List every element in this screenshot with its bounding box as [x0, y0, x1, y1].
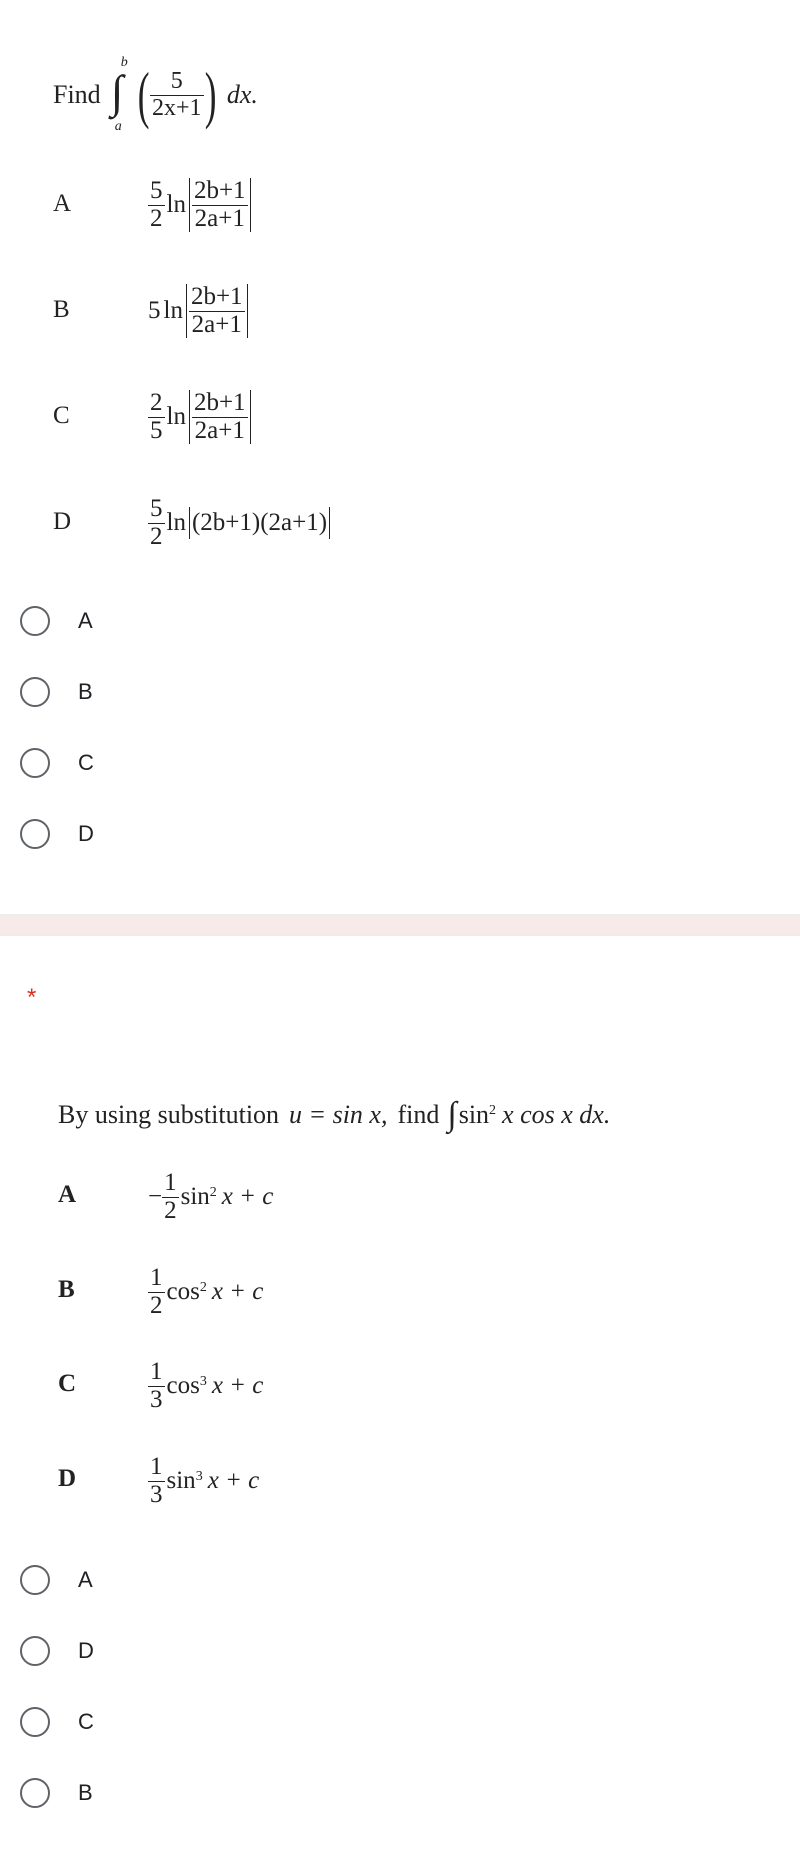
inner-num: 2b+1 — [193, 389, 246, 417]
integral-upper-limit: b — [120, 55, 128, 70]
radio-button[interactable] — [20, 1778, 50, 1808]
q1-choice-d-expr — [148, 488, 330, 558]
integral-symbol: ∫ — [110, 66, 124, 117]
q2-integral-symbol: ∫ — [447, 1096, 457, 1133]
inner-den: 2a+1 — [189, 311, 245, 338]
q1-find-text: Find — [53, 80, 101, 109]
q2-choice-a-letter: A — [58, 1181, 77, 1208]
q2-option-b[interactable] — [20, 1773, 93, 1813]
q1-option-a[interactable] — [20, 601, 93, 641]
trig-fn: cos — [166, 1372, 200, 1399]
q2-choice-b-expr — [148, 1257, 263, 1327]
coef-num: 1 — [164, 1169, 177, 1197]
q2-stem-sub: u = sin x, — [289, 1100, 388, 1129]
coef-num: 5 — [150, 495, 163, 523]
coef-den: 2 — [164, 1196, 177, 1224]
power: 3 — [199, 1374, 207, 1389]
coef-num: 1 — [150, 1453, 163, 1481]
coef-num: 1 — [150, 1358, 163, 1386]
coef-fraction — [148, 1359, 165, 1413]
q2-option-a[interactable] — [20, 1560, 93, 1600]
left-paren: ( — [137, 59, 150, 130]
trig-fn: sin — [180, 1183, 210, 1210]
q1-choice-b-letter: B — [53, 296, 70, 323]
ln-fn: ln — [166, 191, 186, 218]
option-label: B — [78, 679, 93, 704]
coef-num: 2 — [150, 389, 163, 417]
q1-option-b[interactable] — [20, 672, 93, 712]
q2-choice-d-letter: D — [58, 1465, 77, 1492]
integral-sign — [111, 55, 133, 135]
right-paren: ) — [204, 59, 217, 130]
coef-den: 3 — [150, 1385, 163, 1413]
coef-fraction — [148, 390, 165, 444]
radio-button[interactable] — [20, 748, 50, 778]
option-label: B — [78, 1780, 93, 1805]
power: 2 — [199, 1280, 207, 1295]
power: 2 — [209, 1185, 217, 1200]
q2-choice-c-letter: C — [58, 1370, 77, 1397]
option-label: A — [78, 608, 93, 633]
q1-option-d[interactable] — [20, 814, 94, 854]
q2-option-d[interactable] — [20, 1631, 94, 1671]
q1-choice-c-expr — [148, 382, 251, 452]
inner-product: (2b+1)(2a+1) — [191, 509, 328, 536]
abs-bars — [186, 284, 248, 338]
q2-integrand-rest: x cos x dx. — [502, 1100, 611, 1129]
abs-bars — [189, 178, 251, 232]
coef-fraction — [148, 496, 165, 550]
q2-stem-prefix: By using substitution — [58, 1100, 280, 1129]
option-label: C — [78, 750, 94, 775]
inner-fraction — [192, 178, 248, 232]
abs-bars — [189, 390, 251, 444]
inner-fraction — [189, 284, 245, 338]
coef: 5 — [148, 297, 161, 324]
coef-fraction — [148, 1265, 165, 1319]
rest: x + c — [211, 1278, 264, 1305]
q1-integrand-num: 5 — [170, 68, 183, 95]
coef-den: 2 — [150, 1291, 163, 1319]
q1-choice-d-letter: D — [53, 508, 72, 535]
coef-fraction — [162, 1170, 179, 1224]
coef-den: 5 — [150, 416, 163, 444]
integral-lower-limit: a — [114, 119, 122, 134]
option-label: C — [78, 1709, 94, 1734]
q2-option-c[interactable] — [20, 1702, 94, 1742]
q2-integrand-fn: sin — [458, 1100, 490, 1129]
power: 3 — [195, 1469, 203, 1484]
rest: x + c — [207, 1467, 260, 1494]
trig-fn: sin — [166, 1467, 196, 1494]
q1-integrand-den: 2x+1 — [152, 94, 202, 121]
abs-bars — [189, 507, 330, 539]
q2-stem — [58, 1093, 610, 1137]
inner-den: 2a+1 — [192, 205, 248, 232]
radio-button[interactable] — [20, 819, 50, 849]
coef-num: 5 — [150, 177, 163, 205]
coef-fraction — [148, 1454, 165, 1508]
q2-choice-a-expr — [148, 1162, 273, 1232]
q2-choice-b-letter: B — [58, 1276, 75, 1303]
inner-num: 2b+1 — [193, 177, 246, 205]
minus-sign: − — [148, 1183, 163, 1210]
radio-button[interactable] — [20, 1707, 50, 1737]
required-asterisk: * — [27, 984, 37, 1011]
trig-fn: cos — [166, 1278, 200, 1305]
q1-dx: dx. — [226, 80, 258, 109]
q2-choice-c-expr — [148, 1351, 263, 1421]
q2-integrand-pow: 2 — [489, 1103, 497, 1118]
inner-fraction — [192, 390, 248, 444]
coef-den: 3 — [150, 1480, 163, 1508]
ln-fn: ln — [163, 297, 183, 324]
q2-choice-d-expr — [148, 1446, 259, 1516]
inner-num: 2b+1 — [190, 283, 243, 311]
q1-choice-b-expr — [148, 276, 248, 346]
coef-den: 2 — [150, 522, 163, 550]
q1-choice-c-letter: C — [53, 402, 70, 429]
radio-button[interactable] — [20, 1565, 50, 1595]
radio-button[interactable] — [20, 1636, 50, 1666]
inner-den: 2a+1 — [192, 417, 248, 444]
radio-button[interactable] — [20, 606, 50, 636]
option-label: A — [78, 1567, 93, 1592]
q1-integrand-fraction — [150, 69, 204, 120]
option-label: D — [78, 1638, 94, 1663]
option-label: D — [78, 821, 94, 846]
question-divider — [0, 914, 800, 936]
rest: x + c — [221, 1183, 274, 1210]
coef-den: 2 — [150, 204, 163, 232]
coef-num: 1 — [150, 1264, 163, 1292]
coef-fraction — [148, 178, 165, 232]
q1-option-c[interactable] — [20, 743, 94, 783]
ln-fn: ln — [166, 403, 186, 430]
radio-button[interactable] — [20, 677, 50, 707]
q1-choice-a-letter: A — [53, 190, 72, 217]
rest: x + c — [211, 1372, 264, 1399]
ln-fn: ln — [166, 509, 186, 536]
q1-stem — [53, 50, 258, 140]
q2-stem-find: find — [397, 1100, 440, 1129]
q1-choice-a-expr — [148, 170, 251, 240]
